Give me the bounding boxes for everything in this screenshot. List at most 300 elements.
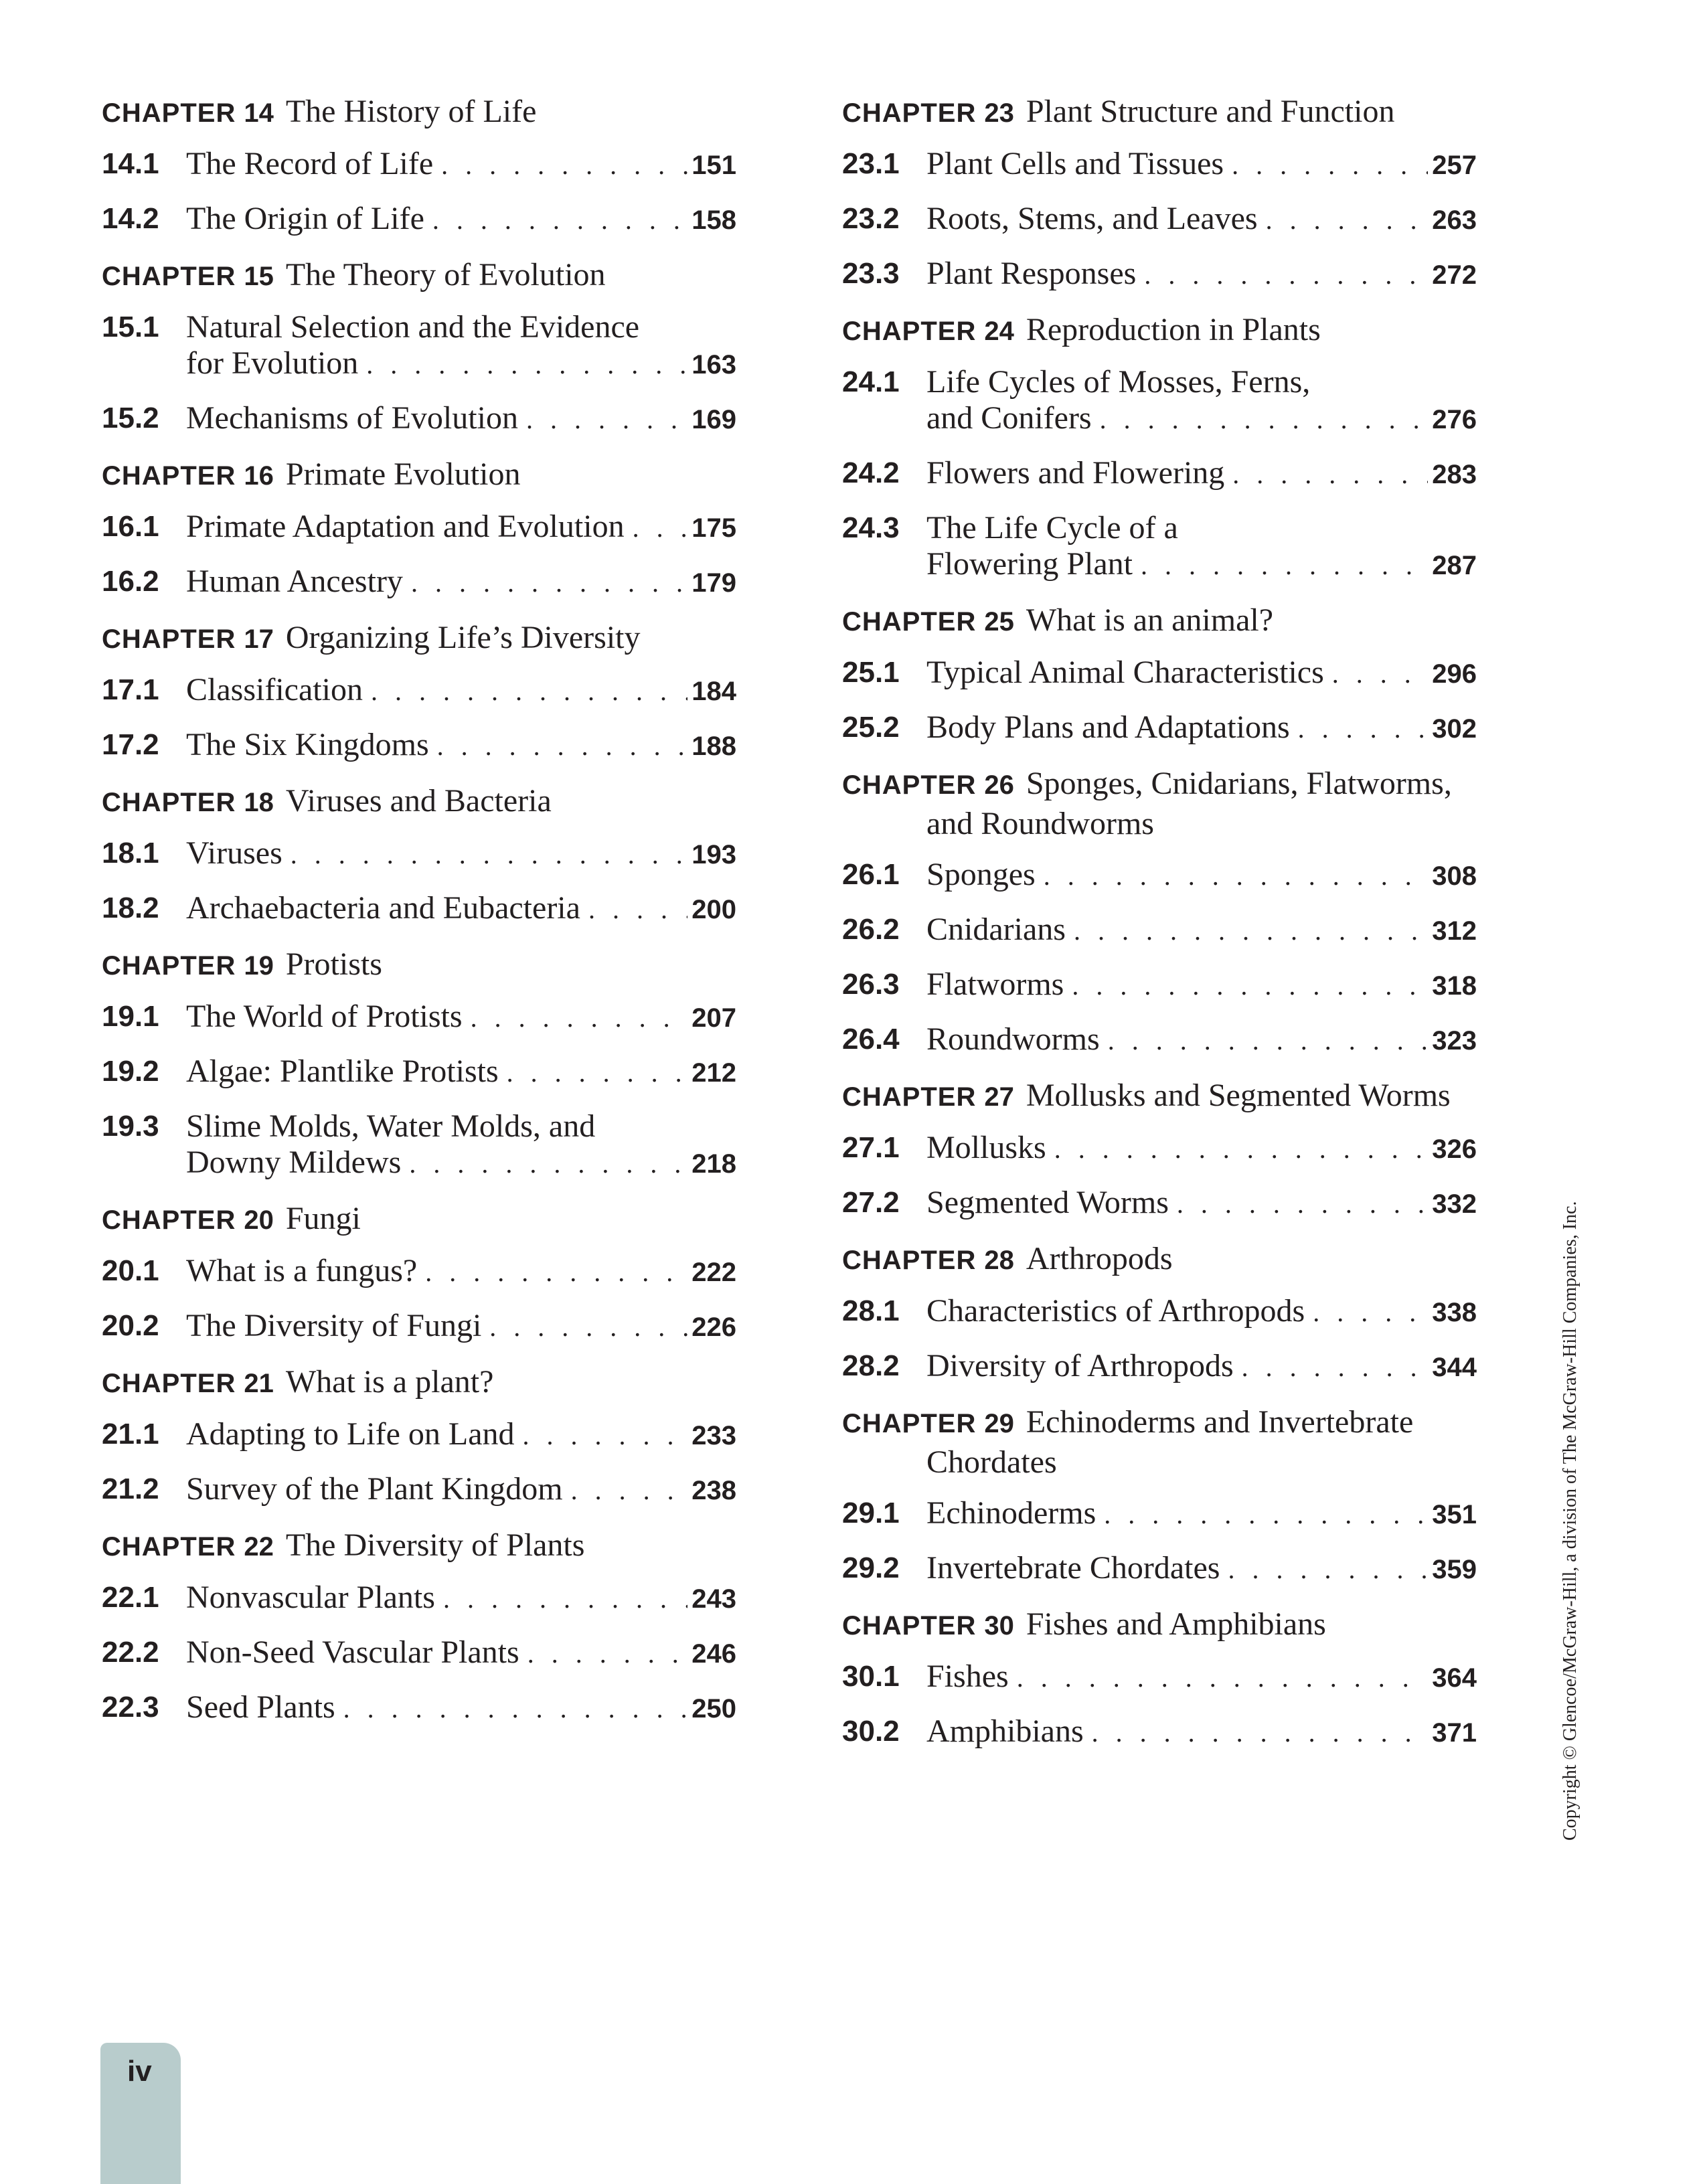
- section-title-line: [186, 1253, 736, 1290]
- toc-entry: [842, 857, 1477, 894]
- dot-leader: [1104, 1497, 1428, 1533]
- chapter-block: [102, 1363, 736, 1509]
- section-number: 19.1: [102, 1000, 159, 1033]
- section-title-line: [186, 201, 736, 238]
- section-body: [926, 455, 1477, 493]
- section-title-line: [186, 146, 736, 183]
- section-title-line: [926, 364, 1477, 400]
- section-title-line: [926, 1495, 1477, 1533]
- section-body: [186, 146, 736, 183]
- page-ref: 169: [692, 405, 736, 434]
- section-number: 16.1: [102, 510, 159, 543]
- dot-leader: [633, 510, 688, 546]
- section-body: [186, 890, 736, 928]
- chapter-heading: [102, 782, 736, 835]
- section-title-line: [186, 999, 736, 1036]
- toc-entry: [102, 1689, 736, 1727]
- page-ref: 257: [1432, 151, 1477, 180]
- page-ref: 188: [692, 732, 736, 761]
- section-number: 18.2: [102, 892, 159, 924]
- chapter-heading: [842, 92, 1477, 146]
- section-title: Segmented Worms: [926, 1185, 1169, 1220]
- section-title: What is a fungus?: [186, 1253, 418, 1288]
- dot-leader: [588, 892, 687, 928]
- page-ref: 193: [692, 840, 736, 869]
- toc-entry: [842, 1659, 1477, 1696]
- section-title: Viruses: [186, 835, 282, 871]
- section-number: 24.1: [842, 365, 900, 398]
- section-body: [186, 1689, 736, 1727]
- chapter-number: 16: [244, 461, 274, 491]
- page-ref: 226: [692, 1313, 736, 1342]
- page-number: iv: [127, 2055, 152, 2088]
- toc-entry: [102, 727, 736, 764]
- section-title: Non-Seed Vascular Plants: [186, 1634, 519, 1670]
- section-number: 17.1: [102, 673, 159, 706]
- toc-entry: [102, 1253, 736, 1290]
- chapter-block: [102, 92, 736, 238]
- dot-leader: [441, 147, 687, 183]
- section-body: [186, 509, 736, 546]
- section-title-line: [186, 1471, 736, 1509]
- section-title-line: [186, 1145, 736, 1182]
- page-ref: 263: [1432, 205, 1477, 235]
- section-title: Roundworms: [926, 1021, 1100, 1057]
- section-number: 26.4: [842, 1023, 900, 1056]
- dot-leader: [527, 1636, 688, 1672]
- section-body: [186, 400, 736, 438]
- section-body: [186, 1416, 736, 1454]
- section-body: [926, 510, 1477, 584]
- page-ref: 246: [692, 1639, 736, 1669]
- chapter-label: CHAPTER: [102, 262, 236, 291]
- chapter-block: [842, 1403, 1477, 1588]
- chapter-number: 18: [244, 788, 274, 817]
- section-number: 26.2: [842, 913, 900, 946]
- toc-entry: [102, 509, 736, 546]
- chapter-title: Sponges, Cnidarians, Flatworms,: [1026, 766, 1452, 801]
- section-body: [926, 146, 1477, 183]
- page-ref: 302: [1432, 714, 1477, 744]
- section-title: Sponges: [926, 857, 1036, 892]
- section-number: 18.1: [102, 837, 159, 869]
- page-ref: 163: [692, 350, 736, 380]
- chapter-title: Protists: [285, 946, 382, 982]
- dot-leader: [343, 1691, 688, 1727]
- section-body: [186, 564, 736, 601]
- dot-leader: [1228, 1551, 1428, 1588]
- section-body: [926, 1293, 1477, 1331]
- chapter-heading: [102, 1363, 736, 1416]
- chapter-heading: [842, 601, 1477, 655]
- section-number: 25.2: [842, 711, 900, 744]
- section-number: 28.2: [842, 1349, 900, 1382]
- chapter-block: [102, 782, 736, 928]
- section-number: 15.1: [102, 311, 159, 343]
- toc-entry: [102, 309, 736, 383]
- section-title: Characteristics of Arthropods: [926, 1293, 1305, 1329]
- dot-leader: [1054, 1131, 1429, 1167]
- page-ref: 276: [1432, 405, 1477, 434]
- page-ref: 233: [692, 1421, 736, 1450]
- dot-leader: [443, 1581, 687, 1617]
- section-title: Plant Responses: [926, 256, 1137, 291]
- section-body: [186, 1108, 736, 1182]
- section-number: 22.3: [102, 1691, 159, 1724]
- chapter-block: [842, 92, 1477, 293]
- toc-entry: [842, 1185, 1477, 1222]
- dot-leader: [371, 673, 687, 709]
- toc-entry: [102, 1054, 736, 1091]
- section-title-line: [926, 857, 1477, 894]
- toc-entry: [102, 564, 736, 601]
- page-ref: 326: [1432, 1135, 1477, 1164]
- section-body: [926, 1130, 1477, 1167]
- section-title: Invertebrate Chordates: [926, 1550, 1220, 1586]
- section-title: Diversity of Arthropods: [926, 1348, 1234, 1383]
- chapter-heading: [842, 1240, 1477, 1293]
- dot-leader: [1100, 402, 1429, 438]
- chapter-heading: [842, 764, 1477, 857]
- toc-entry: [102, 1580, 736, 1617]
- toc-entry: [842, 1293, 1477, 1331]
- dot-leader: [1092, 1715, 1429, 1751]
- section-number: 28.1: [842, 1294, 900, 1327]
- chapter-heading: [102, 92, 736, 146]
- chapter-title-continued: Chordates: [926, 1444, 1057, 1480]
- toc-entry: [842, 709, 1477, 747]
- chapter-number: 14: [244, 98, 274, 128]
- toc-entry: [102, 1416, 736, 1454]
- chapter-title: Echinoderms and Invertebrate: [1026, 1404, 1414, 1440]
- toc-entry: [842, 967, 1477, 1004]
- section-number: 22.2: [102, 1636, 159, 1669]
- chapter-title: Mollusks and Segmented Worms: [1026, 1078, 1451, 1113]
- section-body: [926, 256, 1477, 293]
- dot-leader: [432, 202, 687, 238]
- section-number: 21.1: [102, 1418, 159, 1450]
- section-body: [186, 727, 736, 764]
- chapter-block: [102, 1199, 736, 1345]
- dot-leader: [1313, 1294, 1428, 1331]
- section-number: 17.2: [102, 728, 159, 761]
- chapter-block: [102, 455, 736, 601]
- toc-left-column: [102, 92, 736, 1744]
- page-ref: 351: [1432, 1500, 1477, 1529]
- section-title: Mechanisms of Evolution: [186, 400, 518, 436]
- section-body: [186, 672, 736, 709]
- toc-entry: [842, 201, 1477, 238]
- toc-entry: [102, 1471, 736, 1509]
- section-number: 29.2: [842, 1551, 900, 1584]
- section-title: Fishes: [926, 1659, 1009, 1694]
- section-title: The Life Cycle of a: [926, 510, 1178, 545]
- chapter-block: [842, 764, 1477, 1059]
- section-title-line: [186, 727, 736, 764]
- section-title-line: [926, 201, 1477, 238]
- dot-leader: [1177, 1186, 1428, 1222]
- section-body: [186, 835, 736, 873]
- page-ref: 332: [1432, 1189, 1477, 1219]
- section-number: 16.2: [102, 565, 159, 598]
- dot-leader: [1074, 913, 1428, 949]
- dot-leader: [425, 1254, 687, 1290]
- chapter-title: Plant Structure and Function: [1026, 94, 1395, 129]
- section-title: Nonvascular Plants: [186, 1580, 435, 1615]
- chapter-block: [842, 1240, 1477, 1385]
- chapter-title: The Diversity of Plants: [285, 1527, 585, 1563]
- toc-entry: [842, 912, 1477, 949]
- chapter-block: [842, 1605, 1477, 1751]
- section-title: The Record of Life: [186, 146, 434, 181]
- chapter-label: CHAPTER: [102, 788, 236, 817]
- chapter-label: CHAPTER: [842, 1611, 977, 1641]
- section-body: [926, 1550, 1477, 1588]
- chapter-label: CHAPTER: [842, 1082, 977, 1112]
- chapter-number: 27: [984, 1082, 1014, 1112]
- chapter-label: CHAPTER: [102, 1205, 236, 1235]
- section-number: 23.1: [842, 147, 900, 180]
- section-title: Algae: Plantlike Protists: [186, 1054, 499, 1089]
- section-title-line: [926, 1550, 1477, 1588]
- section-body: [926, 1713, 1477, 1751]
- dot-leader: [1232, 147, 1428, 183]
- toc-entry: [102, 1108, 736, 1182]
- chapter-heading: [842, 1076, 1477, 1130]
- page-ref: 318: [1432, 971, 1477, 1001]
- section-title-line: [926, 655, 1477, 692]
- chapter-number: 28: [984, 1246, 1014, 1275]
- section-number: 19.2: [102, 1055, 159, 1088]
- section-title: Primate Adaptation and Evolution: [186, 509, 625, 544]
- section-title-line: [186, 1634, 736, 1672]
- chapter-title: Organizing Life’s Diversity: [285, 620, 641, 655]
- chapter-title: Reproduction in Plants: [1026, 312, 1321, 347]
- page-ref: 283: [1432, 460, 1477, 489]
- chapter-number: 23: [984, 98, 1014, 128]
- section-title-line: [926, 1659, 1477, 1696]
- section-title: Flowering Plant: [926, 546, 1133, 582]
- chapter-label: CHAPTER: [842, 317, 977, 346]
- chapter-heading: [102, 1199, 736, 1253]
- section-number: 29.1: [842, 1497, 900, 1529]
- section-body: [186, 1634, 736, 1672]
- dot-leader: [1144, 257, 1428, 293]
- page-ref: 222: [692, 1258, 736, 1287]
- chapter-block: [102, 945, 736, 1182]
- section-number: 30.1: [842, 1660, 900, 1693]
- page-ref: 243: [692, 1584, 736, 1614]
- toc-entry: [842, 455, 1477, 493]
- chapter-number: 22: [244, 1532, 274, 1562]
- section-title-line: [186, 509, 736, 546]
- dot-leader: [571, 1473, 688, 1509]
- dot-leader: [366, 347, 687, 383]
- chapter-number: 29: [984, 1409, 1014, 1438]
- section-title: The Six Kingdoms: [186, 727, 429, 762]
- page-ref: 158: [692, 205, 736, 235]
- dot-leader: [507, 1055, 688, 1091]
- chapter-heading: [842, 311, 1477, 364]
- page-ref: 151: [692, 151, 736, 180]
- section-title: Human Ancestry: [186, 564, 403, 599]
- section-body: [926, 857, 1477, 894]
- chapter-title: The History of Life: [285, 94, 537, 129]
- dot-leader: [437, 728, 688, 764]
- section-title-line: [926, 1348, 1477, 1385]
- section-body: [926, 655, 1477, 692]
- section-title-line: [926, 455, 1477, 493]
- page-ref: 207: [692, 1003, 736, 1033]
- section-title-line: [926, 1021, 1477, 1059]
- dot-leader: [1044, 858, 1429, 894]
- section-number: 21.2: [102, 1473, 159, 1505]
- section-title: Seed Plants: [186, 1689, 335, 1725]
- section-number: 15.2: [102, 402, 159, 434]
- section-number: 22.1: [102, 1581, 159, 1614]
- toc-entry: [102, 1308, 736, 1345]
- section-title-line: [186, 1308, 736, 1345]
- dot-leader: [471, 1000, 688, 1036]
- dot-leader: [1017, 1660, 1429, 1696]
- chapter-number: 26: [984, 770, 1014, 800]
- section-body: [926, 201, 1477, 238]
- toc-entry: [102, 1634, 736, 1672]
- section-number: 19.3: [102, 1110, 159, 1143]
- page-ref: 338: [1432, 1298, 1477, 1327]
- section-title: Mollusks: [926, 1130, 1046, 1165]
- chapter-title: The Theory of Evolution: [285, 257, 606, 292]
- dot-leader: [1072, 968, 1428, 1004]
- chapter-label: CHAPTER: [102, 98, 236, 128]
- section-body: [186, 1471, 736, 1509]
- section-title-line: [926, 1130, 1477, 1167]
- chapter-number: 25: [984, 607, 1014, 637]
- section-title: Downy Mildews: [186, 1145, 402, 1180]
- section-number: 26.3: [842, 968, 900, 1001]
- section-body: [186, 1054, 736, 1091]
- section-title: Archaebacteria and Eubacteria: [186, 890, 580, 926]
- toc-entry: [842, 1348, 1477, 1385]
- page-ref: 272: [1432, 260, 1477, 290]
- section-body: [186, 999, 736, 1036]
- page-ref: 238: [692, 1476, 736, 1505]
- dot-leader: [411, 565, 687, 601]
- section-title: and Conifers: [926, 400, 1092, 436]
- section-title: Amphibians: [926, 1713, 1084, 1749]
- section-body: [926, 1185, 1477, 1222]
- toc-entry: [842, 655, 1477, 692]
- page-ref: 312: [1432, 916, 1477, 946]
- dot-leader: [1298, 711, 1429, 747]
- chapter-number: 24: [984, 317, 1014, 346]
- toc-entry: [842, 1130, 1477, 1167]
- chapter-block: [842, 601, 1477, 747]
- chapter-label: CHAPTER: [842, 770, 977, 800]
- section-number: 24.2: [842, 456, 900, 489]
- section-number: 25.1: [842, 656, 900, 689]
- section-title: Flowers and Flowering: [926, 455, 1225, 491]
- section-title-line: [926, 967, 1477, 1004]
- page-ref: 364: [1432, 1663, 1477, 1693]
- section-number: 24.3: [842, 511, 900, 544]
- chapter-label: CHAPTER: [842, 607, 977, 637]
- chapter-label: CHAPTER: [842, 1246, 977, 1275]
- chapter-title: Fungi: [285, 1201, 361, 1236]
- chapter-number: 21: [244, 1369, 274, 1398]
- page-ref: 296: [1432, 659, 1477, 689]
- section-body: [926, 912, 1477, 949]
- section-title-line: [926, 1293, 1477, 1331]
- section-title-line: [186, 564, 736, 601]
- section-title: Echinoderms: [926, 1495, 1096, 1531]
- section-title: Natural Selection and the Evidence: [186, 309, 640, 345]
- section-body: [926, 709, 1477, 747]
- section-title-line: [926, 546, 1477, 584]
- dot-leader: [1242, 1349, 1429, 1385]
- section-title-line: [186, 345, 736, 383]
- chapter-number: 30: [984, 1611, 1014, 1641]
- section-number: 14.1: [102, 147, 159, 180]
- section-title: Survey of the Plant Kingdom: [186, 1471, 563, 1507]
- section-number: 23.2: [842, 202, 900, 235]
- section-title-line: [186, 890, 736, 928]
- toc-entry: [842, 364, 1477, 438]
- chapter-heading: [842, 1403, 1477, 1495]
- section-title-line: [186, 309, 736, 345]
- section-body: [186, 1253, 736, 1290]
- section-title: Flatworms: [926, 967, 1064, 1002]
- copyright-notice: Copyright © Glencoe/McGraw-Hill, a division of The McGraw-Hill Companies, Inc.: [1560, 1201, 1580, 1841]
- dot-leader: [1266, 202, 1429, 238]
- chapter-heading: [102, 945, 736, 999]
- chapter-block: [842, 1076, 1477, 1222]
- section-body: [186, 1580, 736, 1617]
- section-title: Life Cycles of Mosses, Ferns,: [926, 364, 1311, 400]
- section-title-line: [186, 1580, 736, 1617]
- section-number: 30.2: [842, 1715, 900, 1748]
- dot-leader: [523, 1418, 688, 1454]
- toc-entry: [842, 1550, 1477, 1588]
- toc-entry: [102, 999, 736, 1036]
- toc-right-column: [842, 92, 1477, 1768]
- section-number: 26.1: [842, 858, 900, 891]
- page-ref: 200: [692, 895, 736, 924]
- section-title: The Diversity of Fungi: [186, 1308, 482, 1343]
- page-ref: 359: [1432, 1555, 1477, 1584]
- chapter-label: CHAPTER: [102, 951, 236, 981]
- dot-leader: [489, 1309, 687, 1345]
- chapter-number: 17: [244, 624, 274, 654]
- page-ref: 184: [692, 677, 736, 706]
- section-title-line: [926, 1185, 1477, 1222]
- toc-entry: [842, 510, 1477, 584]
- section-body: [926, 364, 1477, 438]
- chapter-title: Fishes and Amphibians: [1026, 1606, 1326, 1642]
- page-ref: 287: [1432, 551, 1477, 580]
- page-ref: 250: [692, 1694, 736, 1724]
- section-title: The Origin of Life: [186, 201, 424, 236]
- section-body: [926, 967, 1477, 1004]
- section-number: 14.2: [102, 202, 159, 235]
- section-title-line: [186, 1054, 736, 1091]
- section-body: [926, 1348, 1477, 1385]
- section-title: Plant Cells and Tissues: [926, 146, 1224, 181]
- dot-leader: [1108, 1023, 1429, 1059]
- chapter-title: Viruses and Bacteria: [285, 783, 552, 819]
- section-title-line: [926, 400, 1477, 438]
- page-ref: 212: [692, 1058, 736, 1088]
